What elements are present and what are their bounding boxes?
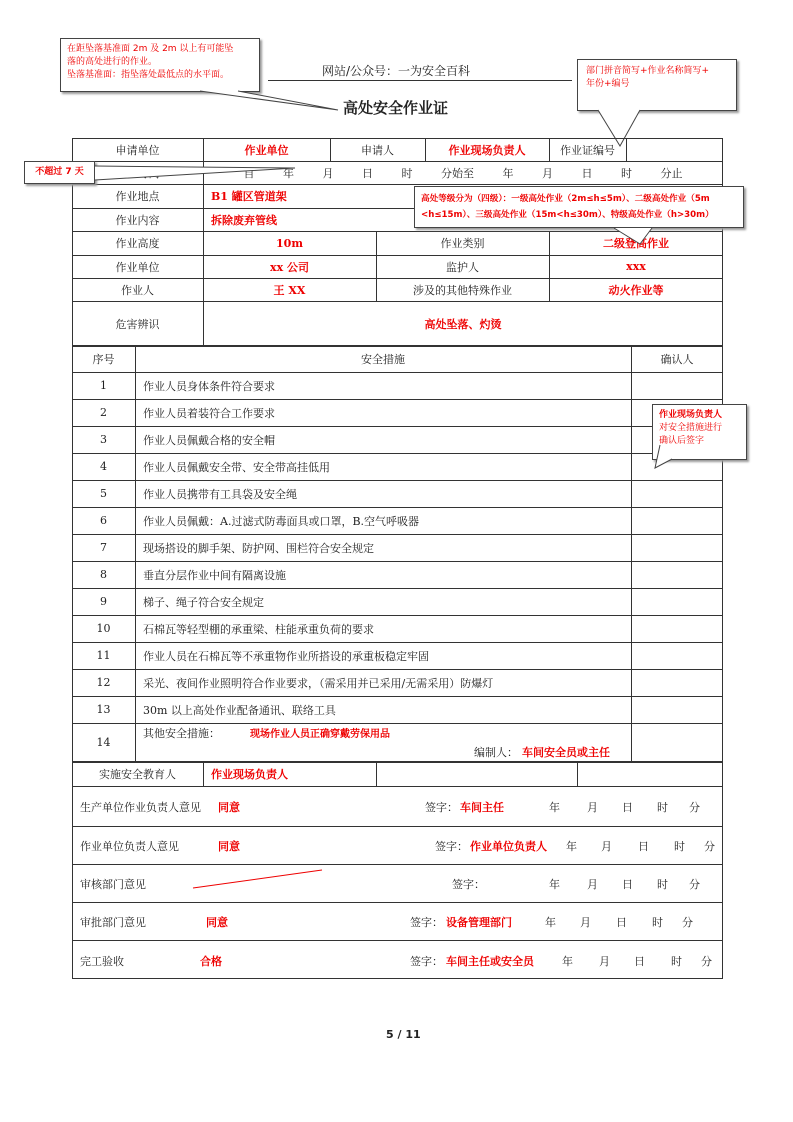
site-label: 网站/公众号：一为安全百科 <box>322 64 471 78</box>
unit-value[interactable]: xx 公司 <box>270 260 309 274</box>
measure-text: 作业人员在石棉瓦等不承重物作业所搭设的承重板稳定牢固 <box>143 649 429 663</box>
col-no-header: 序号 <box>92 353 115 366</box>
measure-no: 6 <box>100 514 107 527</box>
callout-confirm-line: 确认后签字 <box>659 436 705 447</box>
signoff-signer[interactable]: 设备管理部门 <box>446 916 512 929</box>
signoff-date-unit: 日 <box>638 840 649 853</box>
applicant-value[interactable]: 作业现场负责人 <box>448 143 526 157</box>
special-label: 涉及的其他特殊作业 <box>413 283 512 297</box>
measure-no: 8 <box>100 568 107 581</box>
measure-no: 4 <box>100 460 107 473</box>
signoff-date-unit: 分 <box>689 878 700 891</box>
signoff-date-unit: 时 <box>657 801 668 814</box>
location-value[interactable]: B1 罐区管道架 <box>211 190 287 203</box>
height-value[interactable]: 10m <box>276 236 303 250</box>
signoff-opinion[interactable]: 合格 <box>200 954 222 968</box>
signoff-label: 生产单位作业负责人意见 <box>80 801 201 814</box>
measure-text: 30m 以上高处作业配备通讯、联络工具 <box>143 703 336 717</box>
signoff-sign-label: 签字： <box>452 878 485 891</box>
page-title: 高处安全作业证 <box>343 99 449 117</box>
signoff-sign-label: 签字： <box>425 801 458 814</box>
hazard-label: 危害辨识 <box>115 317 160 331</box>
worker-label: 作业人 <box>121 283 154 297</box>
signoff-date-unit: 日 <box>616 916 627 929</box>
signoff-date-unit: 时 <box>657 878 668 891</box>
signoff-date-unit: 月 <box>587 801 598 814</box>
signoff-sign-label: 签字： <box>435 840 468 853</box>
measure-text: 梯子、绳子符合安全规定 <box>143 595 264 609</box>
callout-confirm-line: 作业现场负责人 <box>659 410 723 420</box>
signoff-date-unit: 时 <box>674 840 685 853</box>
signoff-opinion[interactable]: 同意 <box>206 916 228 929</box>
callout-confirm-line: 对安全措施进行 <box>659 423 723 434</box>
signoff-date-unit: 分 <box>701 954 712 968</box>
col-confirm-header: 确认人 <box>660 353 694 366</box>
measure-no: 13 <box>96 703 111 716</box>
applicant-label: 申请人 <box>361 143 394 157</box>
signoff-date-unit: 时 <box>671 954 682 968</box>
measure-no: 7 <box>100 541 107 554</box>
educator-label: 实施安全教育人 <box>99 768 176 781</box>
signoff-sign-label: 签字： <box>410 916 443 929</box>
educator-value[interactable]: 作业现场负责人 <box>211 768 288 781</box>
callout-definition-line: 在距坠落基准面 2m 及 2m 以上有可能坠 <box>67 44 234 54</box>
signoff-date-unit: 日 <box>634 954 645 968</box>
signoff-date-unit: 月 <box>599 954 610 968</box>
callout-definition-line: 落的高处进行的作业。 <box>67 57 158 68</box>
unit-label: 作业单位 <box>115 260 160 274</box>
signoff-label: 审批部门意见 <box>80 916 146 929</box>
measure-text: 作业人员佩戴合格的安全帽 <box>143 433 275 447</box>
signoff-date-unit: 时 <box>652 916 663 929</box>
callout-definition-line: 坠落基准面：指坠落处最低点的水平面。 <box>67 70 230 81</box>
signoff-date-unit: 月 <box>601 840 612 853</box>
signoff-date-unit: 分 <box>689 801 700 814</box>
callout-number-line: 年份+编号 <box>586 79 630 90</box>
measure-text: 作业人员佩戴：A.过滤式防毒面具或口罩，B.空气呼吸器 <box>143 514 420 528</box>
callout-level-line: 高处等级分为（四级）：一级高处作业（2m≤h≤5m）、二级高处作业（5m <box>421 194 710 204</box>
category-label: 作业类别 <box>440 237 485 250</box>
callout-number-line: 部门拼音简写+作业名称简写+ <box>586 66 710 76</box>
cert-no-label: 作业证编号 <box>560 143 615 157</box>
callout-level-line: <h≤15m）、三级高处作业（15m<h≤30m）、特级高处作业（h>30m） <box>421 210 714 221</box>
worker-value[interactable]: 王 XX <box>273 283 306 297</box>
signoff-signer[interactable]: 车间主任 <box>460 801 504 814</box>
signoff-date-unit: 月 <box>587 878 598 891</box>
signoff-opinion[interactable]: 同意 <box>218 840 240 853</box>
page-number: 5 / 11 <box>386 1028 421 1041</box>
signoff-date-unit: 月 <box>580 916 591 929</box>
measure-no: 5 <box>100 487 107 500</box>
apply-unit-label: 申请单位 <box>115 143 160 157</box>
col-measure-header: 安全措施 <box>361 353 405 366</box>
content-label: 作业内容 <box>115 213 160 227</box>
measure-text: 石棉瓦等轻型棚的承重梁、柱能承重负荷的要求 <box>143 622 374 636</box>
hazard-value[interactable]: 高处坠落、灼烫 <box>424 317 502 331</box>
measure-no: 12 <box>96 676 111 689</box>
measure-text: 现场搭设的脚手架、防护网、围栏符合安全规定 <box>143 541 374 555</box>
measure-no: 11 <box>96 649 111 662</box>
apply-unit-value[interactable]: 作业单位 <box>244 143 289 157</box>
signoff-date-unit: 年 <box>566 840 577 853</box>
signoff-signer[interactable]: 作业单位负责人 <box>470 840 547 853</box>
signoff-label: 完工验收 <box>80 954 124 968</box>
location-label: 作业地点 <box>115 190 160 203</box>
measure-no: 9 <box>100 595 107 608</box>
special-value[interactable]: 动火作业等 <box>608 283 664 297</box>
measure-text: 垂直分层作业中间有隔离设施 <box>143 568 286 582</box>
compiler-label: 编制人： <box>474 746 518 759</box>
measure-text: 作业人员携带有工具袋及安全绳 <box>143 487 297 501</box>
measure-no: 14 <box>96 736 111 749</box>
guardian-label: 监护人 <box>446 260 479 274</box>
measure-text: 作业人员佩戴安全带、安全带高挂低用 <box>143 460 330 474</box>
time-field[interactable]: 自 年 月 日 时 分始至 年 月 日 时 分止 <box>243 166 683 180</box>
measure-no: 1 <box>100 379 107 392</box>
signoff-date-unit: 分 <box>682 916 693 929</box>
other-measures-label: 其他安全措施： <box>143 727 220 740</box>
signoff-date-unit: 年 <box>549 801 560 814</box>
measure-text: 作业人员身体条件符合要求 <box>143 379 275 393</box>
signoff-opinion[interactable]: 同意 <box>218 801 240 814</box>
signoff-sign-label: 签字： <box>410 954 443 968</box>
content-value[interactable]: 拆除废弃管线 <box>211 213 277 227</box>
signoff-date-unit: 年 <box>549 878 560 891</box>
compiler-value[interactable]: 车间安全员或主任 <box>522 746 610 759</box>
signoff-date-unit: 日 <box>622 878 633 891</box>
callout-max7-text: 不超过 7 天 <box>35 166 84 177</box>
signoff-date-unit: 年 <box>562 954 573 968</box>
signoff-date-unit: 年 <box>545 916 556 929</box>
height-label: 作业高度 <box>115 237 160 250</box>
category-value[interactable]: 二级登高作业 <box>603 237 669 250</box>
measure-no: 10 <box>96 622 111 635</box>
guardian-value[interactable]: xxx <box>626 260 646 273</box>
signoff-label: 作业单位负责人意见 <box>80 840 179 853</box>
measure-text: 采光、夜间作业照明符合作业要求，（需采用并已采用/无需采用）防爆灯 <box>143 676 494 690</box>
signoff-date-unit: 分 <box>704 840 715 853</box>
signoff-label: 审核部门意见 <box>80 878 146 891</box>
measure-no: 3 <box>100 433 107 446</box>
other-measures-value[interactable]: 现场作业人员正确穿戴劳保用品 <box>250 729 390 740</box>
measure-text: 作业人员着装符合工作要求 <box>143 406 275 420</box>
signoff-date-unit: 日 <box>622 801 633 814</box>
measure-no: 2 <box>100 406 107 419</box>
signoff-signer[interactable]: 车间主任或安全员 <box>446 954 534 968</box>
